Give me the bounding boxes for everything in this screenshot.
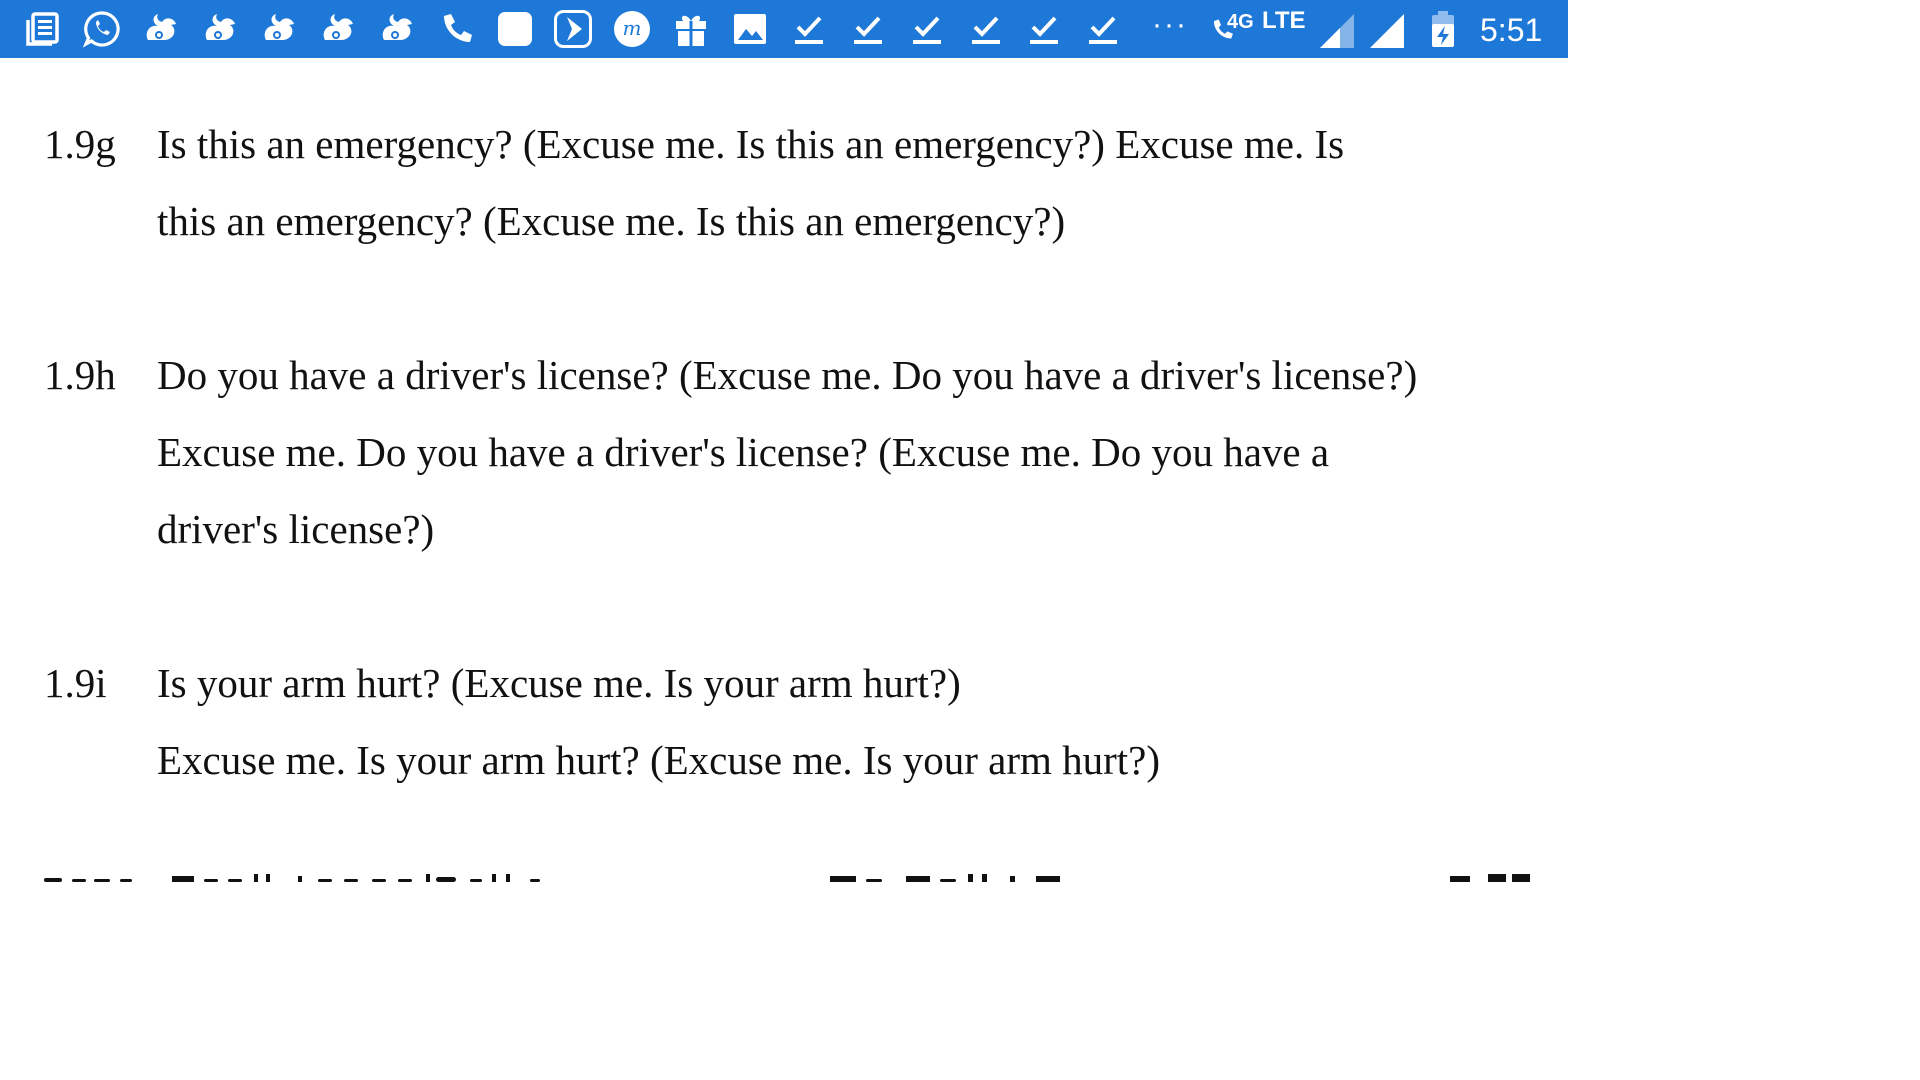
uc-browser-icon[interactable] [378,10,416,48]
phone-icon[interactable] [437,10,475,48]
m-app-icon[interactable] [613,10,651,48]
more-notifications-indicator: ··· [1152,8,1188,41]
svg-text:m: m [622,16,642,40]
entry-text-line: Is your arm hurt? (Excuse me. Is your arm hurt?) [157,660,961,706]
footer-text-fragments [0,868,1568,882]
download-done-icon[interactable] [849,10,887,48]
square-app-icon[interactable] [496,10,534,48]
uc-browser-icon[interactable] [319,10,357,48]
entry-text-line: Excuse me. Do you have a driver's license? (Excuse me. Do you have a [157,429,1330,475]
battery-charging-icon [1428,10,1458,48]
entry-text-line: Do you have a driver's license? (Excuse me. Do you have a driver's license?) [157,352,1418,398]
uc-browser-icon[interactable] [260,10,298,48]
gift-icon[interactable] [672,10,710,48]
entry-text-line: driver's license?) [157,506,435,552]
uc-browser-icon[interactable] [142,10,180,48]
signal-strength-icon [1368,12,1406,50]
play-app-icon[interactable] [554,10,592,48]
network-type-label: 4G [1227,11,1254,33]
download-done-icon[interactable] [1025,10,1063,48]
lte-label: LTE [1262,7,1306,34]
entry-text-line: this an emergency? (Excuse me. Is this an emergency?) [157,198,1066,244]
download-done-icon[interactable] [790,10,828,48]
entry-number: 1.9g [44,121,116,167]
download-done-icon[interactable] [908,10,946,48]
entry-number: 1.9i [44,660,107,706]
clock-time: 5:51 [1480,12,1543,48]
download-done-icon[interactable] [1084,10,1122,48]
status-bar [0,0,1568,58]
whatsapp-icon[interactable] [83,10,121,48]
entry-text-line: Is this an emergency? (Excuse me. Is this an emergency?) Excuse me. Is [157,121,1345,167]
document-page [0,58,1568,882]
entry-number: 1.9h [44,352,116,398]
signal-strength-icon [1318,12,1356,50]
image-icon[interactable] [731,10,769,48]
news-icon[interactable] [24,10,62,48]
page-footer-cutoff [0,868,1568,882]
download-done-icon[interactable] [967,10,1005,48]
entry-text-line: Excuse me. Is your arm hurt? (Excuse me. Is your arm hurt?) [157,737,1161,783]
uc-browser-icon[interactable] [201,10,239,48]
